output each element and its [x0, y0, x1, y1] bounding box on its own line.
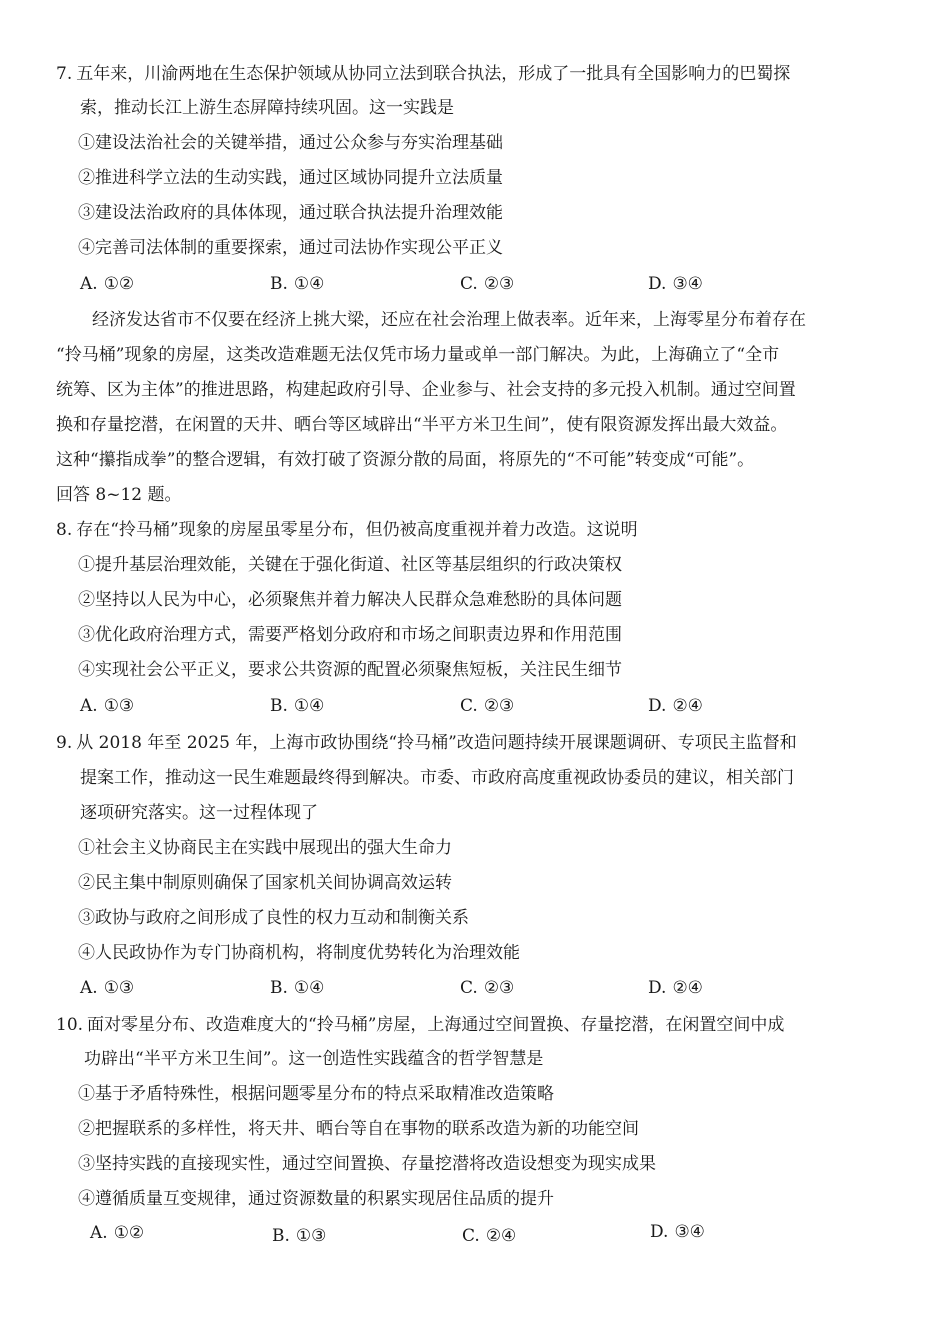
q7-choice-b: B. ①④ — [270, 274, 325, 294]
q7-option-1: ①建设法治社会的关键举措，通过公众参与夯实治理基础 — [78, 133, 503, 153]
q7-option-4: ④完善司法体制的重要探索，通过司法协作实现公平正义 — [78, 238, 503, 258]
q9-stem-line-2: 提案工作，推动这一民生难题最终得到解决。市委、市政府高度重视政协委员的建议，相关部门 — [80, 768, 794, 788]
q10-option-3: ③坚持实践的直接现实性，通过空间置换、存量挖潜将改造设想变为现实成果 — [78, 1154, 656, 1174]
q9-choice-a: A. ①③ — [80, 978, 135, 998]
material-line-1: 经济发达省市不仅要在经济上挑大梁，还应在社会治理上做表率。近年来，上海零星分布着存在 — [92, 310, 806, 330]
q10-option-4: ④遵循质量互变规律，通过资源数量的积累实现居住品质的提升 — [78, 1189, 554, 1209]
q9-stem-line-1: 9. 从 2018 年至 2025 年，上海市政协围绕“拎马桶”改造问题持续开展课题调研、专项民主监督和 — [56, 733, 797, 753]
material-line-3: 统筹、区为主体”的推进思路，构建起政府引导、企业参与、社会支持的多元投入机制。通过空间置 — [56, 380, 796, 400]
q7-stem-line-2: 索，推动长江上游生态屏障持续巩固。这一实践是 — [80, 98, 454, 118]
q8-choice-a: A. ①③ — [80, 696, 135, 716]
q9-number: 9. — [56, 733, 73, 753]
q7-choice-d: D. ③④ — [648, 274, 703, 294]
q9-option-1: ①社会主义协商民主在实践中展现出的强大生命力 — [78, 838, 452, 858]
q8-option-3: ③优化政府治理方式，需要严格划分政府和市场之间职责边界和作用范围 — [78, 625, 622, 645]
q8-choice-c: C. ②③ — [460, 696, 515, 716]
q7-option-3: ③建设法治政府的具体体现，通过联合执法提升治理效能 — [78, 203, 503, 223]
q7-choice-c: C. ②③ — [460, 274, 515, 294]
q10-choice-d: D. ③④ — [650, 1222, 705, 1242]
q9-stem-line-3: 逐项研究落实。这一过程体现了 — [80, 803, 318, 823]
q8-choice-b: B. ①④ — [270, 696, 325, 716]
q10-choice-c: C. ②④ — [462, 1226, 517, 1246]
q10-choice-b: B. ①③ — [272, 1226, 327, 1246]
q8-number: 8. — [56, 520, 73, 540]
q10-option-2: ②把握联系的多样性，将天井、晒台等自在事物的联系改造为新的功能空间 — [78, 1119, 639, 1139]
q8-choice-d: D. ②④ — [648, 696, 703, 716]
q9-choice-d: D. ②④ — [648, 978, 703, 998]
q9-option-3: ③政协与政府之间形成了良性的权力互动和制衡关系 — [78, 908, 469, 928]
q8-stem-line-1: 8. 存在“拎马桶”现象的房屋虽零星分布，但仍被高度重视并着力改造。这说明 — [56, 520, 638, 540]
q9-choice-c: C. ②③ — [460, 978, 515, 998]
q7-number: 7. — [56, 64, 73, 84]
q9-choice-b: B. ①④ — [270, 978, 325, 998]
q8-option-1: ①提升基层治理效能，关键在于强化街道、社区等基层组织的行政决策权 — [78, 555, 622, 575]
material-line-4: 换和存量挖潜，在闲置的天井、晒台等区域辟出“半平方米卫生间”，使有限资源发挥出最大效益。 — [56, 415, 788, 435]
q10-number: 10. — [56, 1015, 84, 1035]
q7-choice-a: A. ①② — [80, 274, 135, 294]
q10-stem-line-2: 功辟出“半平方米卫生间”。这一创造性实践蕴含的哲学智慧是 — [84, 1049, 544, 1069]
material-line-2: “拎马桶”现象的房屋，这类改造难题无法仅凭市场力量或单一部门解决。为此，上海确立了“全市 — [56, 345, 780, 365]
q7-option-2: ②推进科学立法的生动实践，通过区域协同提升立法质量 — [78, 168, 503, 188]
q10-stem-line-1: 10. 面对零星分布、改造难度大的“拎马桶”房屋，上海通过空间置换、存量挖潜，在闲置空间中成 — [56, 1015, 785, 1035]
q8-option-4: ④实现社会公平正义，要求公共资源的配置必须聚焦短板，关注民生细节 — [78, 660, 622, 680]
material-line-6: 回答 8~12 题。 — [56, 485, 182, 505]
q7-stem-line-1: 7. 五年来，川渝两地在生态保护领域从协同立法到联合执法，形成了一批具有全国影响力的巴蜀探 — [56, 64, 791, 84]
q9-option-2: ②民主集中制原则确保了国家机关间协调高效运转 — [78, 873, 452, 893]
q9-option-4: ④人民政协作为专门协商机构，将制度优势转化为治理效能 — [78, 943, 520, 963]
material-line-5: 这种“攥指成拳”的整合逻辑，有效打破了资源分散的局面，将原先的“不可能”转变成“可能”。 — [56, 450, 755, 470]
q8-option-2: ②坚持以人民为中心，必须聚焦并着力解决人民群众急难愁盼的具体问题 — [78, 590, 622, 610]
q10-option-1: ①基于矛盾特殊性，根据问题零星分布的特点采取精准改造策略 — [78, 1084, 554, 1104]
q10-choice-a: A. ①② — [90, 1223, 145, 1243]
